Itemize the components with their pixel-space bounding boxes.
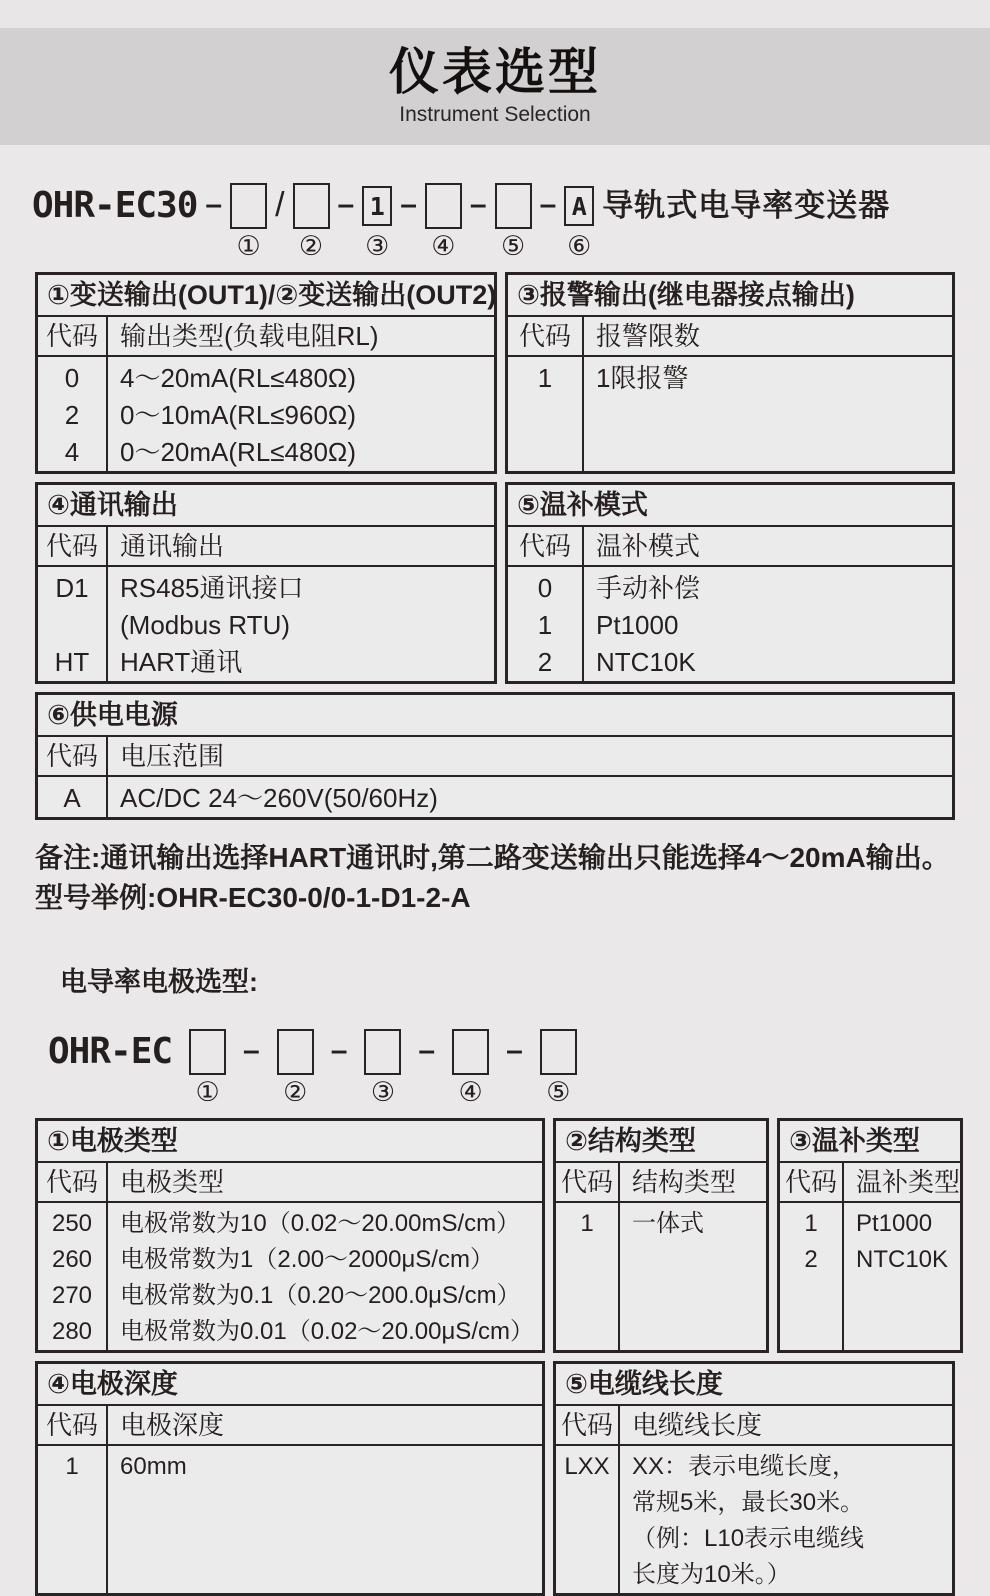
selection-section <box>35 1118 545 1353</box>
desc-value: AC/DC 24～260V(50/60Hz) <box>120 783 438 813</box>
desc-column <box>108 777 952 817</box>
desc-value: HART通讯 <box>120 647 243 677</box>
desc-value: 60mm <box>120 1453 187 1480</box>
code-column <box>38 1203 108 1350</box>
code-value: 270 <box>51 1282 93 1309</box>
section-title: ⑤温补模式 <box>508 485 952 527</box>
code-box <box>364 1029 401 1075</box>
code-header-cell: 代码 <box>38 527 108 567</box>
code-column <box>556 1446 620 1593</box>
section-title: ③报警输出(继电器接点输出) <box>508 275 952 317</box>
code-header-cell: 代码 <box>508 317 584 357</box>
code-header-cell: 代码 <box>38 317 108 357</box>
code-value: 0 <box>64 363 80 393</box>
section-title: ①电极类型 <box>38 1121 542 1163</box>
desc-header-cell: 电极深度 <box>108 1406 542 1446</box>
separator-dash: – <box>506 1034 523 1067</box>
code-box <box>540 1029 577 1075</box>
code-column <box>508 357 584 471</box>
code-box <box>293 183 330 229</box>
table-band <box>35 272 955 474</box>
desc-header-cell: 结构类型 <box>620 1163 766 1203</box>
desc-value: 一体式 <box>632 1210 704 1237</box>
model-box-unit <box>564 183 594 260</box>
desc-value: 0～10mA(RL≤960Ω) <box>120 400 357 430</box>
selection-section <box>35 1361 545 1596</box>
section-title: ④通讯输出 <box>38 485 494 527</box>
code-column <box>38 1446 108 1593</box>
code-value <box>556 1521 618 1557</box>
desc-header-cell: 温补模式 <box>584 527 952 567</box>
code-header-cell: 代码 <box>556 1163 620 1203</box>
section-grid <box>38 527 494 681</box>
desc-header-cell: 温补类型 <box>844 1163 960 1203</box>
desc-column <box>108 1203 542 1350</box>
code-value: 4 <box>64 437 80 467</box>
code-column <box>38 567 108 681</box>
section-grid <box>38 1163 542 1350</box>
desc-value: 电极常数为0.1（0.20～200.0μS/cm） <box>120 1282 521 1309</box>
section-title: ③温补类型 <box>780 1121 960 1163</box>
section-title: ②结构类型 <box>556 1121 766 1163</box>
code-header-cell: 代码 <box>780 1163 844 1203</box>
code-value: HT <box>54 647 90 677</box>
desc-value: 0～20mA(RL≤480Ω) <box>120 437 357 467</box>
position-marker: ② <box>283 1077 308 1107</box>
code-value <box>38 607 106 644</box>
electrode-selection-heading: 电导率电极选型: <box>60 967 258 997</box>
selection-section <box>553 1361 955 1596</box>
desc-column <box>584 357 952 471</box>
table-band <box>35 692 955 820</box>
code-box <box>495 183 532 229</box>
code-value: 250 <box>51 1210 93 1237</box>
desc-value: 手动补偿 <box>596 573 701 603</box>
code-column <box>38 777 108 817</box>
desc-column <box>108 357 494 471</box>
desc-value: 电极常数为10（0.02～20.00mS/cm） <box>120 1210 521 1237</box>
code-box <box>425 183 462 229</box>
position-marker: ⑥ <box>567 231 592 261</box>
desc-value: 长度为10米。） <box>632 1561 791 1588</box>
selection-section <box>505 272 955 474</box>
code-value: 280 <box>51 1318 93 1345</box>
selection-section <box>35 692 955 820</box>
desc-header-cell: 通讯输出 <box>108 527 494 567</box>
position-marker: ④ <box>431 231 456 261</box>
code-header-cell: 代码 <box>38 1406 108 1446</box>
desc-column <box>620 1446 952 1593</box>
model-box-unit <box>277 1029 314 1106</box>
model-box-unit <box>495 183 532 260</box>
selection-section <box>35 272 497 474</box>
position-marker: ③ <box>365 231 390 261</box>
desc-value: (Modbus RTU) <box>120 610 291 640</box>
code-header-cell: 代码 <box>556 1406 620 1446</box>
note-model-example: 型号举例:OHR-EC30-0/0-1-D1-2-A <box>35 882 471 913</box>
section-grid <box>556 1406 952 1593</box>
page-subtitle: Instrument Selection <box>399 102 591 126</box>
desc-value: 电极常数为0.01（0.02～20.00μS/cm） <box>120 1318 534 1345</box>
desc-column <box>844 1203 960 1350</box>
section-title: ①变送输出(OUT1)/②变送输出(OUT2) <box>38 275 494 317</box>
separator-dash: – <box>330 1034 348 1067</box>
code-header-cell: 代码 <box>508 527 584 567</box>
code-value: 260 <box>51 1246 93 1273</box>
desc-value: （例：L10表示电缆线 <box>632 1525 865 1552</box>
model-prefix: OHR-EC <box>48 1031 173 1072</box>
code-value: A <box>63 783 81 813</box>
code-header-cell: 代码 <box>38 1163 108 1203</box>
model-box-unit <box>362 183 392 260</box>
section-grid <box>508 317 952 471</box>
code-value: 1 <box>537 610 553 640</box>
position-marker: ⑤ <box>500 231 526 261</box>
model-box-unit <box>425 183 462 260</box>
code-column <box>556 1203 620 1350</box>
section-grid <box>38 737 952 817</box>
model-box-unit <box>230 183 267 260</box>
separator-dash: – <box>243 1034 260 1067</box>
selection-section <box>777 1118 963 1353</box>
code-box: A <box>564 186 594 226</box>
separator-slash: / <box>275 186 285 224</box>
position-marker: ④ <box>458 1077 483 1107</box>
code-value: 2 <box>64 400 80 430</box>
separator-dash: – <box>539 188 557 221</box>
section-grid <box>556 1163 766 1350</box>
code-value: 2 <box>804 1246 818 1273</box>
code-value: 1 <box>804 1210 818 1237</box>
model-prefix: OHR-EC30 <box>32 185 198 226</box>
electrode-selection-table <box>35 1118 961 1596</box>
desc-value: 4～20mA(RL≤480Ω) <box>120 363 357 393</box>
model-box-unit <box>540 1029 577 1106</box>
code-value: LXX <box>564 1453 610 1480</box>
model-box-unit <box>293 183 330 260</box>
selection-section <box>505 482 955 684</box>
desc-value: Pt1000 <box>596 610 679 640</box>
desc-column <box>584 567 952 681</box>
model-box-unit <box>364 1029 401 1106</box>
code-value: 1 <box>580 1210 594 1237</box>
section-grid <box>38 317 494 471</box>
table-band <box>35 1361 955 1596</box>
section-title: ④电极深度 <box>38 1364 542 1406</box>
desc-value: 1限报警 <box>596 363 689 393</box>
desc-header-cell: 报警限数 <box>584 317 952 357</box>
code-value: 2 <box>537 647 553 677</box>
desc-value: NTC10K <box>856 1246 949 1273</box>
desc-value: 常规5米，最长30米。 <box>632 1489 865 1516</box>
desc-header-cell: 电缆线长度 <box>620 1406 952 1446</box>
note-remark: 备注:通讯输出选择HART通讯时,第二路变送输出只能选择4～20mA输出。 <box>35 842 950 873</box>
code-header-cell: 代码 <box>38 737 108 777</box>
separator-dash: – <box>337 188 355 221</box>
section-grid <box>780 1163 960 1350</box>
code-box: 1 <box>362 186 392 226</box>
page-title: 仪表选型 <box>389 44 601 100</box>
code-column <box>780 1203 844 1350</box>
desc-value: Pt1000 <box>856 1210 933 1237</box>
position-marker: ① <box>195 1077 220 1107</box>
desc-value: NTC10K <box>596 647 696 677</box>
position-marker: ③ <box>370 1077 396 1107</box>
position-marker: ⑤ <box>546 1077 571 1107</box>
code-value: 1 <box>65 1453 79 1480</box>
code-value <box>556 1485 618 1521</box>
desc-value: 电极常数为1（2.00～2000μS/cm） <box>120 1246 494 1273</box>
section-title: ⑤电缆线长度 <box>556 1364 952 1406</box>
code-value <box>556 1557 618 1593</box>
selection-section <box>35 482 497 684</box>
code-box <box>452 1029 489 1075</box>
desc-column <box>108 567 494 681</box>
code-column <box>508 567 584 681</box>
table-band <box>35 1118 961 1353</box>
transmitter-selection-table <box>35 272 955 820</box>
selection-section <box>553 1118 769 1353</box>
section-grid <box>508 527 952 681</box>
model-box-unit <box>452 1029 489 1106</box>
separator-dash: – <box>469 188 487 221</box>
model-code-line-electrode <box>48 1029 990 1106</box>
desc-value: RS485通讯接口 <box>120 573 304 603</box>
code-value: 0 <box>537 573 553 603</box>
separator-dash: – <box>205 188 223 221</box>
code-column <box>38 357 108 471</box>
code-box <box>189 1029 226 1075</box>
separator-dash: – <box>400 188 417 221</box>
desc-header-cell: 电压范围 <box>108 737 952 777</box>
section-grid <box>38 1406 542 1593</box>
code-box <box>277 1029 314 1075</box>
desc-value: XX：表示电缆长度， <box>632 1453 857 1480</box>
model-suffix: 导轨式电导率变送器 <box>602 188 891 223</box>
page-banner <box>0 28 990 145</box>
table-band <box>35 482 955 684</box>
section-title: ⑥供电电源 <box>38 695 952 737</box>
separator-dash: – <box>418 1034 436 1067</box>
top-strip <box>0 0 990 28</box>
desc-column <box>108 1446 542 1593</box>
model-code-line-transmitter <box>32 183 990 260</box>
code-box <box>230 183 267 229</box>
code-value: D1 <box>55 573 89 603</box>
code-value: 1 <box>537 363 553 393</box>
desc-column <box>620 1203 766 1350</box>
position-marker: ② <box>298 231 324 261</box>
desc-header-cell: 电极类型 <box>108 1163 542 1203</box>
model-box-unit <box>189 1029 226 1106</box>
position-marker: ① <box>236 231 261 261</box>
desc-header-cell: 输出类型(负载电阻RL) <box>108 317 494 357</box>
